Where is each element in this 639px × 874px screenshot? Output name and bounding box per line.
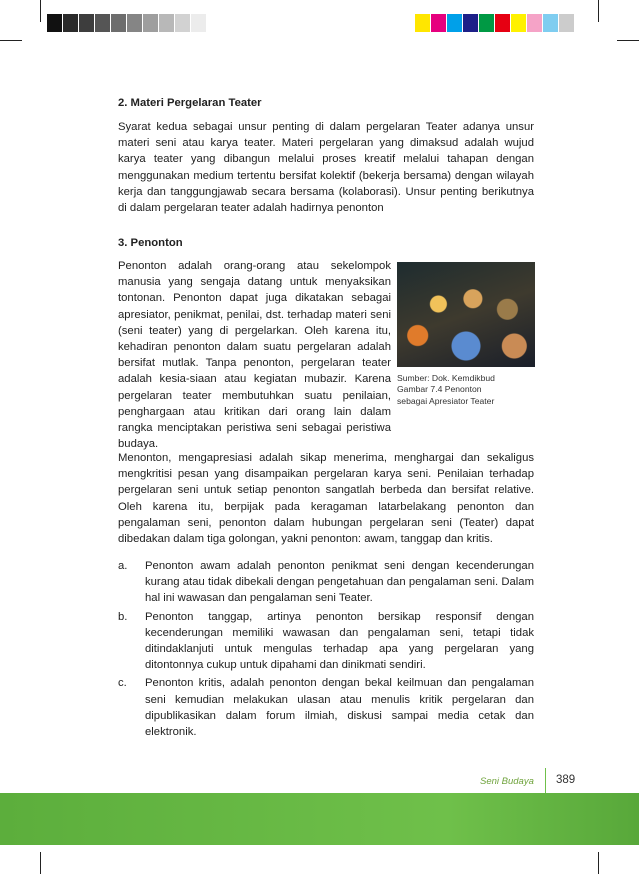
color-swatch: [95, 14, 111, 32]
book-title: Seni Budaya: [480, 776, 534, 787]
color-swatch: [495, 14, 511, 32]
color-swatch: [479, 14, 495, 32]
crop-mark-bottom-right-v: [598, 852, 599, 874]
list-item-letter: a.: [118, 560, 128, 572]
crop-mark-top-left-h: [0, 40, 22, 41]
list-item-letter: c.: [118, 677, 127, 690]
section-2-heading: 2. Materi Pergelaran Teater: [118, 97, 262, 109]
color-swatch: [447, 14, 463, 32]
color-swatch: [559, 14, 575, 32]
crop-mark-top-right-v: [598, 0, 599, 22]
section-3-paragraph-2: Menonton, mengapresiasi adalah sikap menerima, menghargai dan sekaligus mengkritisi pesan yang disampaikan pergelaran karya seni. Penilaian terhadap pergelaran seni untuk setiap penonton sangatlah berbeda dan bersifat relative. Oleh karena itu, berpijak pada keragaman latarbelakang penonton dan pengalaman seni, penonton dalam hubungan pergelaran seni (Teater) dapat dibedakan dalam tiga golongan, yakni penonton: awam, tanggap dan kritis.: [118, 452, 534, 546]
caption-source: Sumber: Dok. Kemdikbud: [397, 373, 495, 383]
caption-title: Gambar 7.4 Penonton: [397, 384, 482, 395]
section-3-heading: 3. Penonton: [118, 237, 183, 249]
color-swatch: [543, 14, 559, 32]
list-item-text: Penonton tanggap, artinya penonton bersikap responsif dengan kecenderungan memiliki wawasan dan pengalaman seni, tetapi tidak ditindaklanjuti untuk mengulas terhadap apa yang pergelaran yang ditontonnya cukup untuk dipahami dan dinikmati sendiri.: [145, 610, 534, 672]
grayscale-color-bar: [47, 14, 207, 32]
color-swatch: [63, 14, 79, 32]
color-swatch: [463, 14, 479, 32]
crop-mark-bottom-left-v: [40, 852, 41, 874]
color-swatch: [415, 14, 431, 32]
crop-mark-top-right-h: [617, 40, 639, 41]
crop-mark-top-left-v: [40, 0, 41, 22]
footer-divider: [545, 768, 546, 794]
color-swatch: [159, 14, 175, 32]
list-item-letter: b.: [118, 610, 128, 623]
color-swatch: [527, 14, 543, 32]
photo-caption: [397, 373, 495, 407]
footer-green-band: [0, 793, 639, 845]
color-swatch: [143, 14, 159, 32]
color-swatch: [47, 14, 63, 32]
color-swatch: [175, 14, 191, 32]
color-swatch: [111, 14, 127, 32]
color-swatch: [79, 14, 95, 32]
color-swatch: [431, 14, 447, 32]
caption-title-2: sebagai Apresiator Teater: [397, 395, 495, 406]
color-swatch: [127, 14, 143, 32]
audience-type-list: [118, 558, 534, 742]
page-number: 389: [556, 774, 576, 786]
process-color-bar: [415, 14, 575, 32]
color-swatch: [511, 14, 527, 32]
list-item: [118, 558, 534, 607]
list-item: [118, 609, 534, 674]
list-item-text: Penonton kritis, adalah penonton dengan bekal keilmuan dan pengalaman seni kemudian melakukan ulasan atau menulis kritik pergelaran dan dipublikasikan dalam forum ilmiah, diskusi sampai media cetak dan elektronik.: [145, 677, 534, 739]
list-item-text: Penonton awam adalah penonton penikmat seni dengan kecenderungan kurang atau tidak dibekali dengan pengetahuan dan pengalaman seni. Dalam hal ini wawasan dan pengalaman seni Teater.: [145, 560, 534, 605]
section-3-paragraph-1: Penonton adalah orang-orang atau sekelompok manusia yang sengaja datang untuk menyaksikan tontonan. Penonton dapat juga dikatakan sebagai apresiator, penikmat, penilai, dst. terhadap materi seni (seni teater) yang di pergelarkan. Oleh karena itu, kehadiran penonton dalam suatu pergelaran adalah bersifat mutlak. Tanpa penonton, pergelaran teater adalah kesia-siaan atau kegiatan mubazir. Karena pergelaran teater membutuhkan suatu penilaian, penghargaan atau kritikan dari orang lain dalam rangka menciptakan peristiwa seni sebagai peristiwa budaya.: [118, 260, 391, 451]
audience-photo: [397, 262, 535, 367]
list-item: [118, 675, 534, 740]
section-2-paragraph: Syarat kedua sebagai unsur penting di dalam pergelaran Teater adanya unsur materi seni atau karya teater. Materi pergelaran yang dimaksud adalah wujud karya teater yang dibangun melalui proses kreatif melalui tahapan dengan menggunakan medium tertentu bersifat kolektif (bekerja bersama) dengan wilayah kerja dan tanggungjawab secara bersama (kolaborasi). Unsur penting berikutnya di dalam pergelaran teater adalah hadirnya penonton: [118, 121, 534, 215]
color-swatch: [191, 14, 207, 32]
